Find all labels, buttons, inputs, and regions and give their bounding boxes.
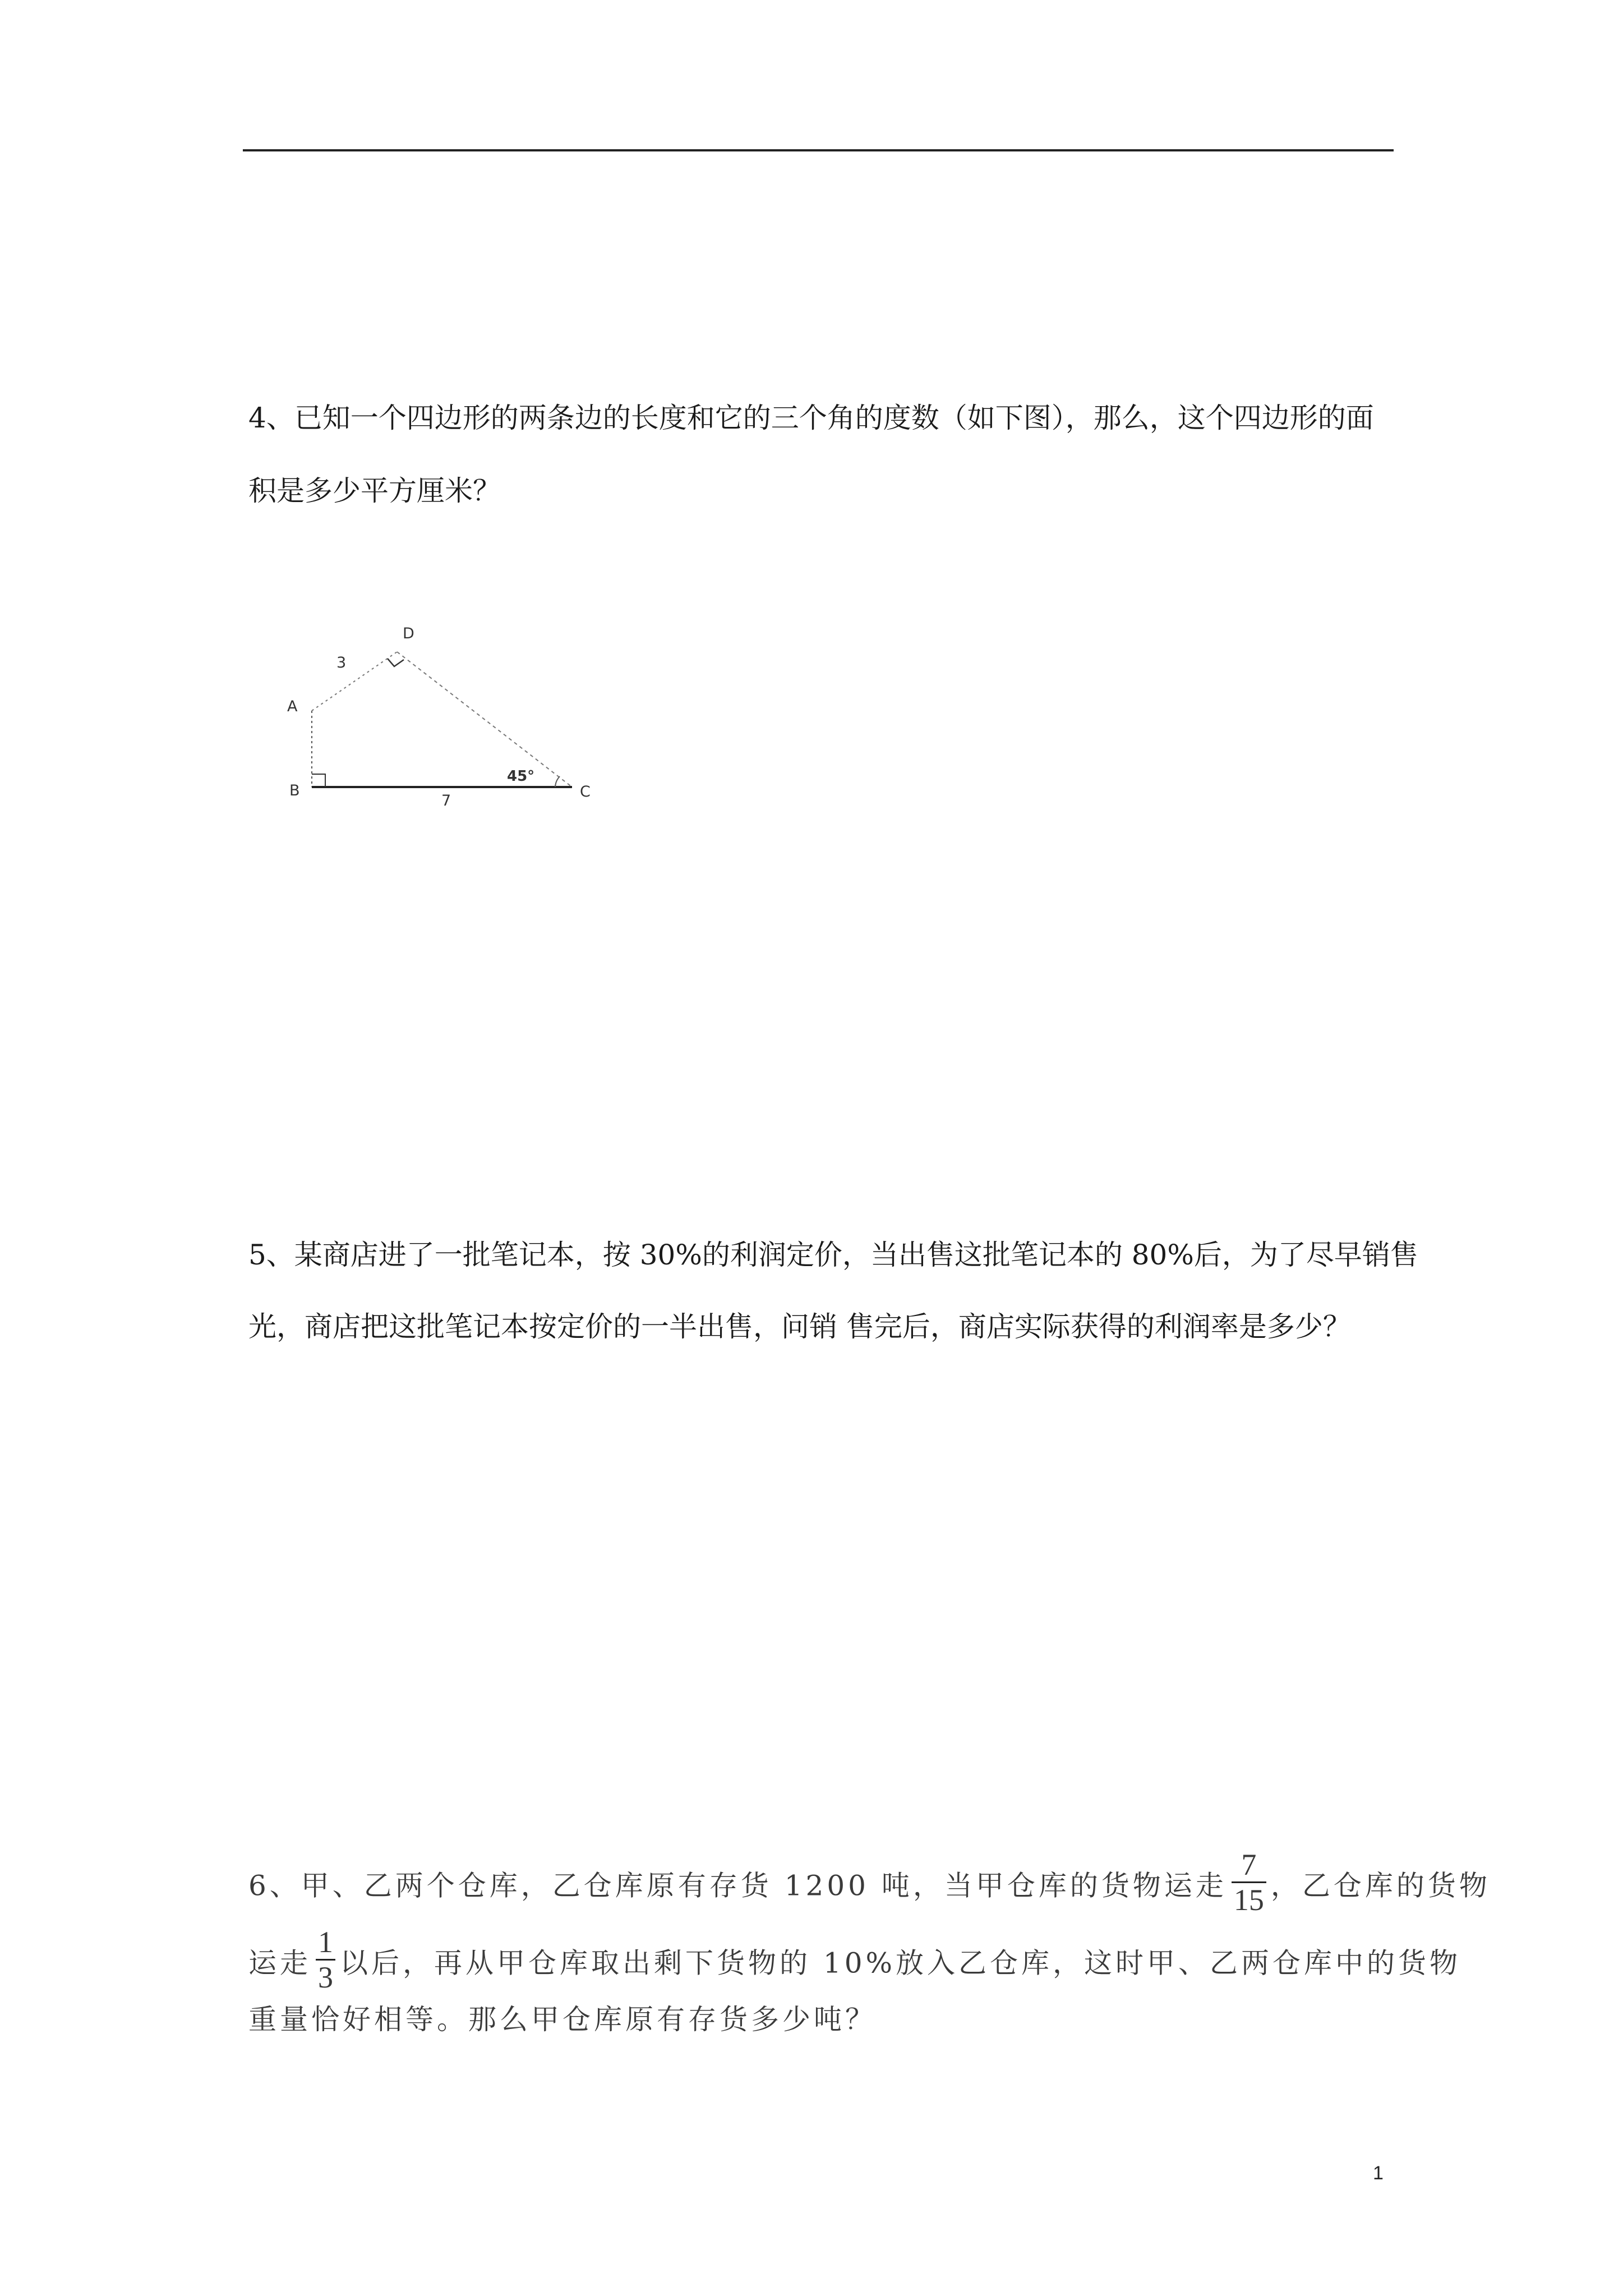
side-label-bc: 7 <box>441 792 451 809</box>
vertex-label-b: B <box>289 782 300 799</box>
quadrilateral-diagram <box>275 611 611 813</box>
question-6-line-2 <box>248 1925 1461 1999</box>
question-6-line-1 <box>248 1848 1491 1921</box>
question-5-line-2: 光，商店把这批笔记本按定价的一半出售，问销 售完后，商店实际获得的利润率是多少？ <box>248 1310 1351 1343</box>
question-6-line-2-start: 运走 <box>248 1947 311 1980</box>
question-5-line-1: 5、某商店进了一批笔记本，按 30%的利润定价，当出售这批笔记本的 80%后，为了尽早销售 <box>248 1239 1418 1271</box>
angle-label-c: 45° <box>507 768 535 785</box>
fraction-2-numerator: 1 <box>318 1925 333 1959</box>
side-label-ad: 3 <box>336 654 347 671</box>
vertex-label-c: C <box>580 783 591 800</box>
vertex-label-d: D <box>403 625 414 642</box>
right-angle-mark-b <box>312 774 325 787</box>
right-angle-mark-d <box>388 659 404 666</box>
question-4-line-2: 积是多少平方厘米？ <box>248 475 501 507</box>
header-rule <box>243 149 1394 151</box>
side-dc <box>397 652 572 787</box>
fraction-seven-fifteenths <box>1232 1849 1266 1916</box>
question-4-line-1: 4、已知一个四边形的两条边的长度和它的三个角的度数（如下图），那么，这个四边形的面 <box>248 402 1374 434</box>
question-6-line-2-end: 以后，再从甲仓库取出剩下货物的 10%放入乙仓库，这时甲、乙两仓库中的货物 <box>340 1947 1461 1980</box>
fraction-2-denominator: 3 <box>318 1961 333 1994</box>
page-number: 1 <box>1373 2162 1384 2184</box>
vertex-label-a: A <box>287 698 298 715</box>
fraction-one-third <box>316 1926 335 1993</box>
question-6-line-1-start: 6、甲、乙两个仓库，乙仓库原有存货 1200 吨，当甲仓库的货物运走 <box>248 1869 1227 1902</box>
angle-arc-c <box>555 776 560 787</box>
fraction-1-denominator: 15 <box>1233 1883 1264 1917</box>
question-6-line-3: 重量恰好相等。那么甲仓库原有存货多少吨？ <box>248 2003 877 2036</box>
question-6-line-1-end: ，乙仓库的货物 <box>1270 1869 1491 1902</box>
quadrilateral-figure <box>275 611 611 813</box>
fraction-1-numerator: 7 <box>1241 1848 1257 1881</box>
side-ad <box>312 652 397 711</box>
